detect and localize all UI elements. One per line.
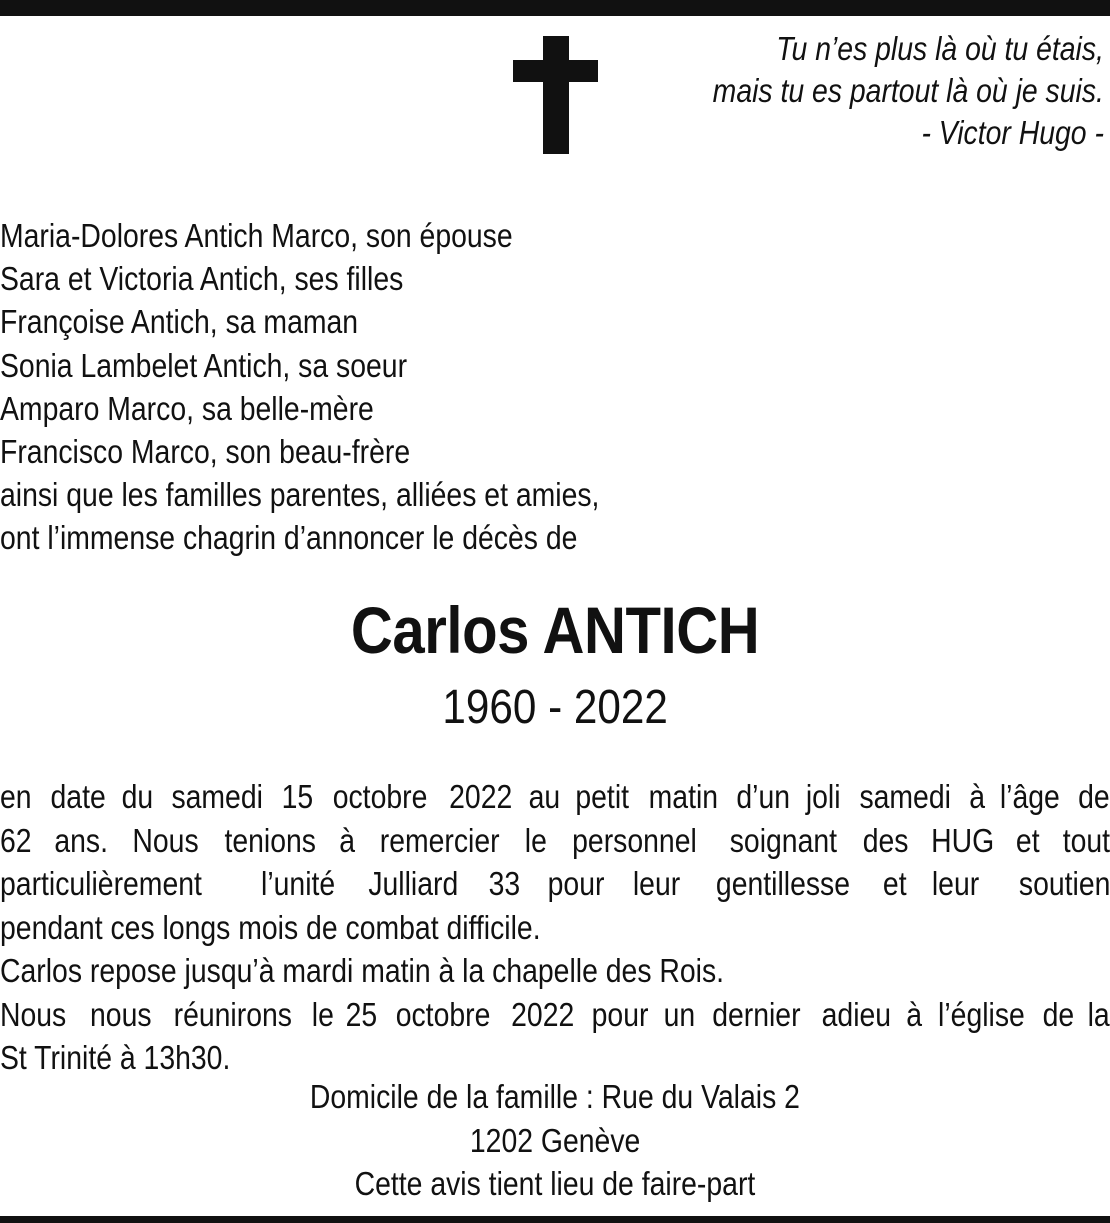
family-line: Francisco Marco, son beau-frère (0, 433, 411, 471)
family-line: Sara et Victoria Antich, ses filles (0, 260, 404, 298)
body-word: leur (633, 865, 681, 902)
body-word: à (968, 778, 985, 815)
body-word: le (311, 995, 334, 1033)
body-word: l’âge (999, 778, 1060, 815)
deceased-name (0, 590, 1110, 670)
body-word: à (905, 995, 922, 1033)
body-word: octobre (332, 778, 428, 815)
body-line-2 (0, 819, 1110, 863)
body-word: le (524, 821, 547, 859)
family-address-block (0, 1075, 1110, 1206)
cross-vertical-bar (543, 36, 569, 154)
body-word: l’église (937, 995, 1025, 1033)
body-word: joli (806, 778, 841, 815)
body-word: pour (547, 865, 605, 902)
body-word: tenions (224, 821, 317, 859)
body-word: nous (89, 995, 152, 1033)
body-word: samedi (859, 778, 952, 815)
family-line: Maria-Dolores Antich Marco, son épouse (0, 217, 513, 254)
body-word: l’unité (261, 865, 336, 902)
family-line: Sonia Lambelet Antich, sa soeur (0, 346, 408, 384)
top-border-rule (0, 0, 1110, 16)
body-word: gentillesse (715, 865, 850, 902)
family-line: ainsi que les familles parentes, alliées et amies, (0, 476, 600, 514)
body-line-3 (0, 862, 1110, 906)
body-line-6 (0, 993, 1110, 1037)
body-word: soutien (1018, 865, 1110, 902)
body-word: 62 (0, 821, 32, 859)
body-word: d’un (736, 778, 791, 815)
body-word: au (528, 778, 561, 815)
body-word: octobre (395, 995, 491, 1033)
body-word: en (0, 778, 32, 815)
body-word: leur (932, 865, 980, 902)
body-word: un (663, 995, 696, 1033)
body-text-line-5: Carlos repose jusqu’à mardi matin à la chapelle des Rois. (0, 952, 725, 989)
body-word: de (1078, 778, 1110, 815)
body-word: samedi (171, 778, 264, 815)
justified-words-line-3 (0, 862, 1110, 906)
family-city: 1202 Genève (469, 1121, 641, 1159)
family-line: ont l’immense chagrin d’annoncer le décès de (0, 519, 578, 557)
body-word: de (1042, 995, 1074, 1033)
quote-line-1: Tu n’es plus là où tu étais, (776, 30, 1104, 67)
deceased-years (0, 680, 1110, 736)
body-word: et (882, 865, 907, 902)
deceased-name-text: Carlos ANTICH (350, 593, 760, 667)
body-word: personnel (572, 821, 698, 859)
body-text-line-4: pendant ces longs mois de combat difficile. (0, 908, 541, 946)
body-word: Julliard (368, 865, 459, 902)
body-word: dernier (712, 995, 802, 1033)
body-word: Nous (131, 821, 199, 859)
family-announcement (0, 214, 599, 560)
body-word: des (863, 821, 909, 859)
body-word: remercier (379, 821, 500, 859)
body-line-4 (0, 906, 1110, 950)
body-word: ans. (54, 821, 109, 859)
quote-author: - Victor Hugo - (921, 114, 1104, 151)
cross-horizontal-bar (513, 60, 598, 82)
body-word: 2022 (510, 995, 575, 1033)
bottom-border-rule (0, 1216, 1110, 1223)
body-word: particulièrement (0, 865, 202, 902)
justified-words-line-1 (0, 775, 1110, 819)
body-word: tout (1062, 821, 1110, 859)
body-word: du (121, 778, 153, 815)
deceased-years-text: 1960 - 2022 (442, 681, 668, 734)
body-line-7 (0, 1036, 1110, 1080)
body-word: 25 (345, 995, 378, 1033)
body-word: pour (591, 995, 649, 1033)
body-word: 33 (488, 865, 521, 902)
body-line-1 (0, 775, 1110, 819)
body-word: réunirons (173, 995, 293, 1033)
body-word: adieu (821, 995, 892, 1033)
epigraph-quote (713, 28, 1104, 154)
body-word: la (1087, 995, 1110, 1033)
body-word: et (1015, 821, 1040, 859)
body-line-5 (0, 949, 1110, 993)
body-word: à (338, 821, 355, 859)
body-word: 2022 (448, 778, 512, 815)
justified-words-line-6 (0, 993, 1110, 1037)
family-line: Françoise Antich, sa maman (0, 303, 359, 341)
body-word: date (50, 778, 106, 815)
body-word: petit (575, 778, 630, 815)
family-line: Amparo Marco, sa belle-mère (0, 389, 374, 427)
family-address: Domicile de la famille : Rue du Valais 2 (309, 1078, 801, 1115)
body-word: Nous (0, 995, 67, 1033)
obituary-body (0, 775, 1110, 1080)
body-word: soignant (729, 821, 837, 859)
body-word: 15 (281, 778, 314, 815)
latin-cross-icon (513, 36, 598, 154)
body-word: HUG (931, 821, 995, 859)
announcement-note: Cette avis tient lieu de faire-part (354, 1165, 756, 1202)
justified-words-line-2 (0, 819, 1110, 863)
body-text-line-7: St Trinité à 13h30. (0, 1039, 231, 1076)
quote-line-2: mais tu es partout là où je suis. (712, 72, 1104, 109)
body-word: matin (648, 778, 718, 815)
